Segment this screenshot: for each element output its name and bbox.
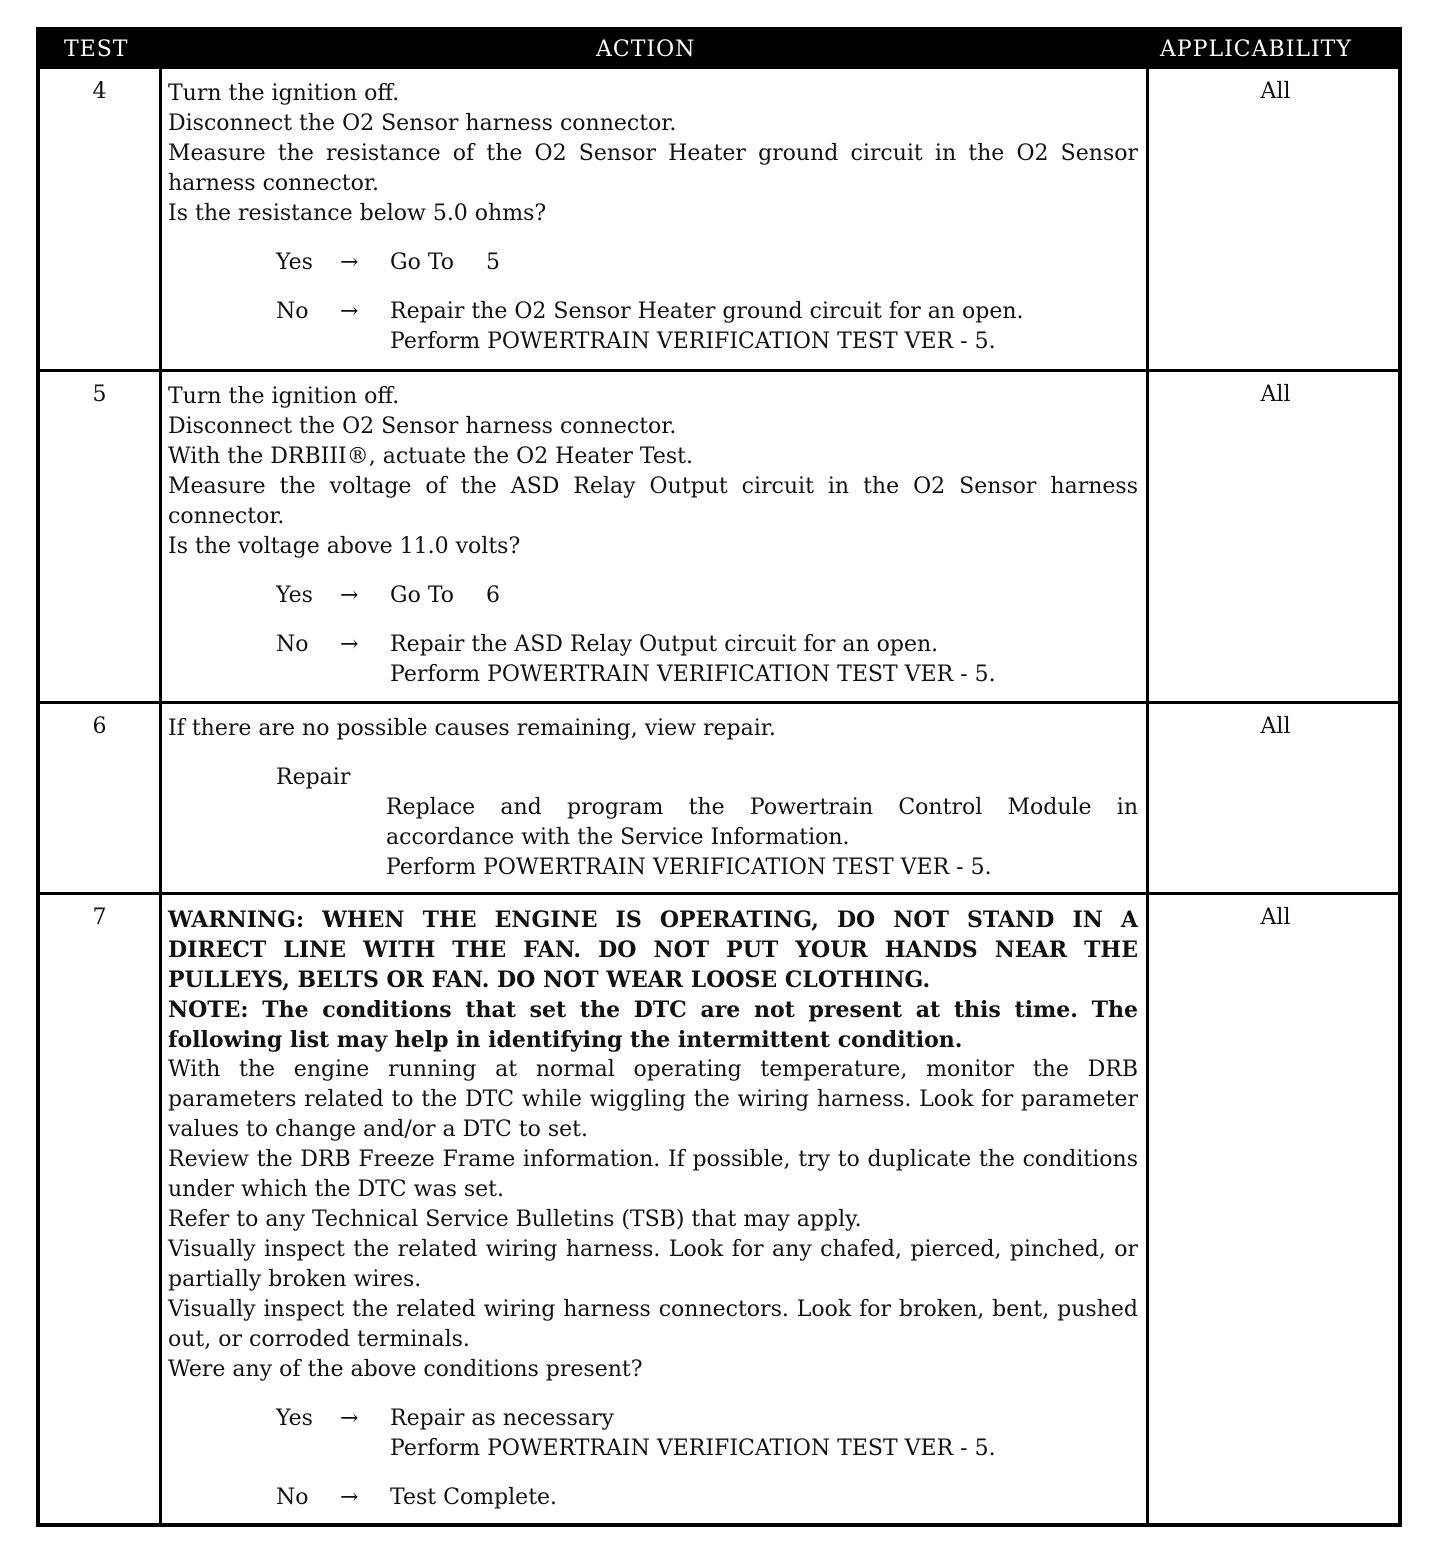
- applicability-cell: All: [1260, 714, 1291, 739]
- header-test: TEST: [64, 37, 129, 62]
- action-cell: [168, 714, 1138, 883]
- goto-target: 6: [486, 583, 500, 608]
- table-row-test-5: [40, 369, 1398, 701]
- yes-branch: [168, 581, 1138, 611]
- goto-target: 5: [486, 250, 500, 275]
- no-action-continued: Perform POWERTRAIN VERIFICATION TEST VER - 5.: [390, 329, 996, 354]
- action-line: Visually inspect the related wiring harness connectors. Look for broken, bent, pushed out, or corroded terminals.: [168, 1297, 1138, 1352]
- header-applicability: APPLICABILITY: [1160, 37, 1352, 62]
- no-action: Repair the ASD Relay Output circuit for an open.: [390, 632, 939, 657]
- repair-text-continued: Perform POWERTRAIN VERIFICATION TEST VER - 5.: [386, 855, 992, 880]
- test-number: 5: [92, 382, 107, 407]
- arrow-icon: →: [340, 299, 359, 324]
- arrow-icon: →: [340, 1406, 359, 1431]
- action-line: Is the voltage above 11.0 volts?: [168, 534, 521, 559]
- no-label: No: [276, 632, 309, 657]
- goto-label: Go To: [390, 583, 455, 608]
- yes-action-continued: Perform POWERTRAIN VERIFICATION TEST VER - 5.: [390, 1436, 996, 1461]
- action-line: Disconnect the O2 Sensor harness connector.: [168, 414, 677, 439]
- note-text: NOTE: The conditions that set the DTC are not present at this time. The following list may help in identifying the intermittent condition.: [168, 997, 1138, 1053]
- test-number: 6: [92, 714, 107, 739]
- action-cell: [168, 382, 1138, 690]
- repair-text: Replace and program the Powertrain Control Module in accordance with the Service Information.: [386, 795, 1138, 850]
- column-divider: [159, 69, 162, 1523]
- test-number: 7: [92, 905, 107, 930]
- action-line: Turn the ignition off.: [168, 384, 400, 409]
- action-line: Were any of the above conditions present?: [168, 1357, 643, 1382]
- action-line: Review the DRB Freeze Frame information. If possible, try to duplicate the conditions under which the DTC was set.: [168, 1147, 1138, 1202]
- no-branch: [168, 630, 1138, 660]
- action-line: Disconnect the O2 Sensor harness connector.: [168, 111, 677, 136]
- yes-action: Repair as necessary: [390, 1406, 614, 1431]
- column-divider: [1146, 69, 1149, 1523]
- no-label: No: [276, 299, 309, 324]
- action-cell: [168, 79, 1138, 357]
- diagnostic-test-table: [36, 27, 1402, 1527]
- table-row-test-6: [40, 701, 1398, 892]
- arrow-icon: →: [340, 1485, 359, 1510]
- table-header: [40, 31, 1398, 69]
- no-label: No: [276, 1485, 309, 1510]
- action-line: Measure the voltage of the ASD Relay Output circuit in the O2 Sensor harness connector.: [168, 474, 1138, 529]
- yes-branch: [168, 1404, 1138, 1434]
- arrow-icon: →: [340, 250, 359, 275]
- applicability-cell: All: [1260, 79, 1291, 104]
- action-line: Refer to any Technical Service Bulletins (TSB) that may apply.: [168, 1207, 862, 1232]
- action-line: With the DRBIII®, actuate the O2 Heater Test.: [168, 444, 693, 469]
- action-cell: [168, 905, 1138, 1513]
- table-row-test-4: [40, 69, 1398, 369]
- arrow-icon: →: [340, 583, 359, 608]
- no-branch: [168, 297, 1138, 327]
- table-row-test-7: [40, 892, 1398, 1523]
- yes-label: Yes: [276, 250, 313, 275]
- no-action: Repair the O2 Sensor Heater ground circuit for an open.: [390, 299, 1024, 324]
- action-line: Turn the ignition off.: [168, 81, 400, 106]
- action-line: If there are no possible causes remaining, view repair.: [168, 716, 776, 741]
- no-action: Test Complete.: [390, 1485, 558, 1510]
- applicability-cell: All: [1260, 905, 1291, 930]
- yes-label: Yes: [276, 1406, 313, 1431]
- applicability-cell: All: [1260, 382, 1291, 407]
- test-number: 4: [92, 79, 107, 104]
- no-branch: [168, 1483, 1138, 1513]
- action-line: Visually inspect the related wiring harness. Look for any chafed, pierced, pinched, or partially broken wires.: [168, 1237, 1138, 1292]
- no-action-continued: Perform POWERTRAIN VERIFICATION TEST VER - 5.: [390, 662, 996, 687]
- warning-text: WARNING: WHEN THE ENGINE IS OPERATING, DO NOT STAND IN A DIRECT LINE WITH THE FAN. DO NOT PUT YOUR HANDS NEAR THE PULLEYS, BELTS OR FAN. DO NOT WEAR LOOSE CLOTHING.: [168, 907, 1138, 993]
- action-line: Is the resistance below 5.0 ohms?: [168, 201, 547, 226]
- action-line: Measure the resistance of the O2 Sensor Heater ground circuit in the O2 Sensor harness connector.: [168, 141, 1138, 196]
- header-action: ACTION: [596, 37, 696, 62]
- arrow-icon: →: [340, 632, 359, 657]
- yes-branch: [168, 248, 1138, 278]
- repair-label: Repair: [276, 765, 351, 790]
- goto-label: Go To: [390, 250, 455, 275]
- action-line: With the engine running at normal operating temperature, monitor the DRB parameters related to the DTC while wiggling the wiring harness. Look for parameter values to change and/or a DTC to set.: [168, 1057, 1138, 1142]
- yes-label: Yes: [276, 583, 313, 608]
